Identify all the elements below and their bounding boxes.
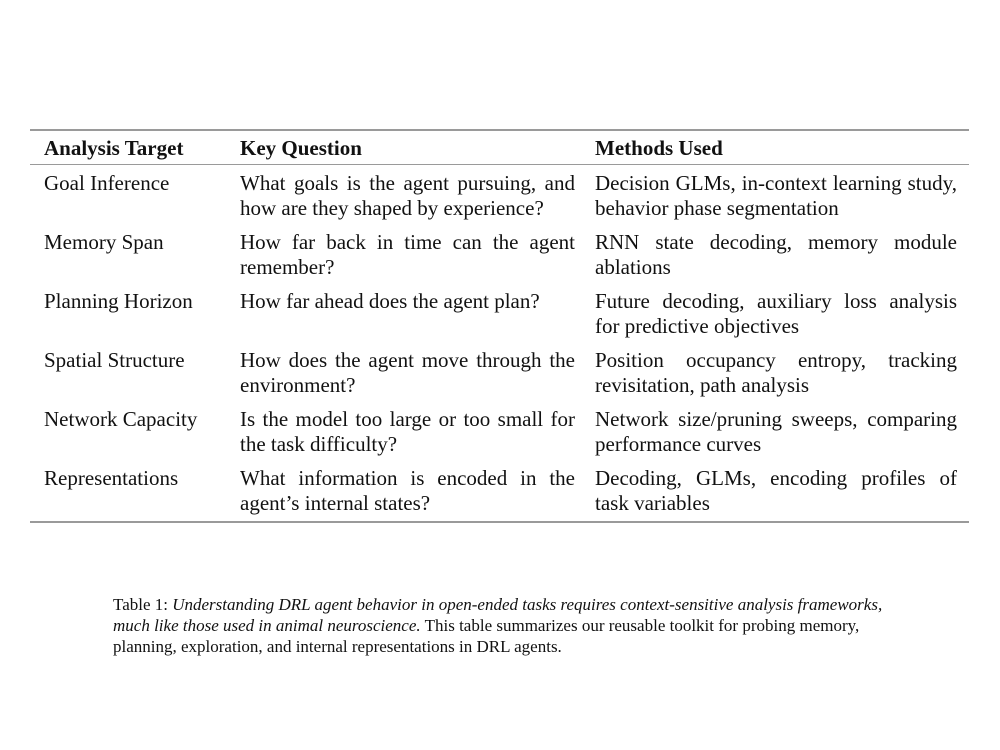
caption-label: Table 1: <box>113 595 168 614</box>
cell-question: What goals is the agent pursuing, and how are they shaped by experience? <box>240 171 575 220</box>
table-row <box>30 462 969 521</box>
cell-target: Network Capacity <box>44 407 198 431</box>
cell-methods: Decoding, GLMs, encoding profiles of task variables <box>595 466 957 515</box>
table-caption <box>113 594 883 657</box>
cell-question: Is the model too large or too small for the task difficulty? <box>240 407 575 456</box>
cell-question: How far ahead does the agent plan? <box>240 289 540 313</box>
table-row <box>30 165 969 227</box>
caption-body-text: This table summarizes our reusable toolkit for probing memory, planning, exploration, and internal representations in DRL agents. <box>113 616 860 656</box>
analysis-table <box>30 131 969 521</box>
cell-methods: Network size/pruning sweeps, comparing performance curves <box>595 407 957 456</box>
cell-target: Spatial Structure <box>44 348 185 372</box>
cell-methods: RNN state decoding, memory module ablations <box>595 230 957 279</box>
cell-target: Planning Horizon <box>44 289 193 313</box>
cell-target: Memory Span <box>44 230 164 254</box>
cell-methods: Position occupancy entropy, tracking revisitation, path analysis <box>595 348 957 397</box>
cell-question: How far back in time can the agent remember? <box>240 230 575 279</box>
caption-italic-text: Understanding DRL agent behavior in open-ended tasks requires context-sensitive analysis frameworks, much like those used in animal neuroscience. <box>113 595 883 635</box>
cell-methods: Decision GLMs, in-context learning study, behavior phase segmentation <box>595 171 957 220</box>
cell-target: Representations <box>44 466 179 490</box>
table-row <box>30 344 969 403</box>
cell-methods: Future decoding, auxiliary loss analysis for predictive objectives <box>595 289 957 338</box>
cell-target: Goal Inference <box>44 171 170 195</box>
table-header-row <box>30 131 969 165</box>
header-analysis-target: Analysis Target <box>30 131 240 165</box>
cell-question: How does the agent move through the environment? <box>240 348 575 397</box>
results-table <box>30 129 969 523</box>
table-row <box>30 226 969 285</box>
cell-question: What information is encoded in the agent’s internal states? <box>240 466 575 515</box>
header-key-question: Key Question <box>240 131 595 165</box>
table-row <box>30 403 969 462</box>
table-row <box>30 285 969 344</box>
header-methods-used: Methods Used <box>595 131 969 165</box>
